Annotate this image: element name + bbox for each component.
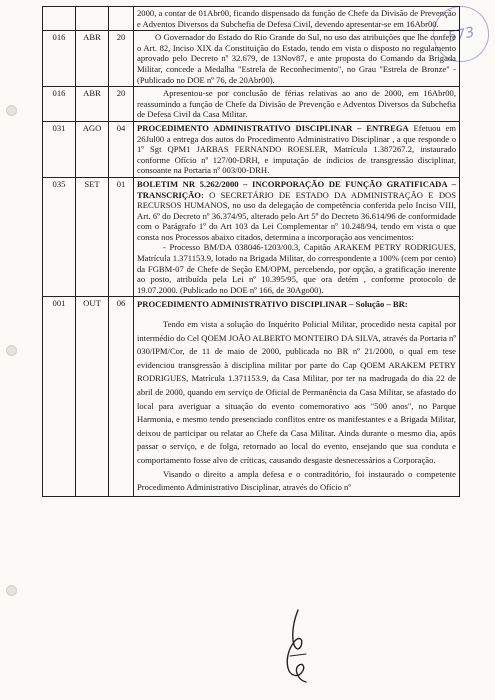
- handwritten-signature-icon: [276, 606, 316, 686]
- punch-hole-icon: [6, 345, 17, 356]
- record-table: [42, 6, 460, 497]
- record-text: [134, 177, 460, 297]
- day-cell: 016: [43, 31, 76, 87]
- day-cell: [43, 7, 76, 31]
- month-cell: SET: [76, 177, 109, 297]
- page-cell: 20: [109, 87, 134, 122]
- page-cell: [109, 7, 134, 31]
- record-text: [134, 31, 460, 87]
- punch-hole-icon: [6, 105, 17, 116]
- binder-holes: [6, 0, 18, 700]
- record-paragraph: - Processo BM/DA 038046-1203/00.3, Capitão ARAKEM PETRY RODRIGUES, Matrícula 1.371153.9, lotado na Brigada Militar, do correspondente a 100% (cem por cento) da FGBM-07 de Chefe de Seção EM/OPM, percebendo, por opção, a gratificação inerente ao posto, atribuída pela Lei nº 10.395/95, que ora detém , conforme protocolo de 19.07.2000. (Publicado no DOE nº 166, de 30Ago00).: [137, 242, 456, 295]
- record-text: [134, 7, 460, 31]
- day-cell: 031: [43, 121, 76, 177]
- record-row: [43, 87, 460, 122]
- record-paragraph: Efetuou em 26Jul00 a entrega dos autos do Procedimento Administrativo Disciplinar , a que responde o 1º Sgt QPM1 JARBAS FERNANDO ROESLER, Matrícula 1.387267.2, instaurado conforme Ofício nº 127/00-DRH, e imputação de indícios de transgressão disciplinar, consoante na Portaria nº 003/00-DRH.: [137, 122, 456, 176]
- punch-hole-icon: [6, 585, 17, 596]
- record-paragraph: Tendo em vista a solução do Inquérito Policial Militar, procedido nesta capital por intermédio do Cel QOEM JOÃO ALBERTO MONTEIRO DA SILVA, através da Portaria nº 030/IPM/Cor, de 11 de maio de 2000, publicada no BR nº 21/2000, o qual em tese evidenciou transgressão à disciplina militar por parte do Cap QOEM ARAKEM PETRY RODRIGUES, Matrícula 1.371153.9, da Casa Militar, por ter na madrugada do dia 22 de abril de 2000, quando em serviço de Oficial de Permanência da Casa Militar, se afastado do local para averiguar a situação do evento comemorativo aos "500 anos", no Parque Harmonia, e mesmo tendo presenciado conflitos entre os manifestantes e a Brigada Militar, deixou de participar ou relatar ao Chefe da Casa Militar. Ainda durante o mesmo dia, após passar o serviço, e de folga, retornado ao local do evento, ensejando que sua conduta e comportamento fosse alvo de críticas, causando desgaste desnecessários a Corporação.: [137, 319, 456, 465]
- page-cell: 04: [109, 121, 134, 177]
- record-text: [134, 87, 460, 122]
- record-text: [134, 121, 460, 177]
- record-heading: PROCEDIMENTO ADMINISTRATIVO DISCIPLINAR – ENTREGA: [137, 122, 409, 133]
- month-cell: AGO: [76, 121, 109, 177]
- stamp-number: 573: [446, 24, 476, 46]
- month-cell: OUT: [76, 297, 109, 496]
- record-text: [134, 297, 460, 496]
- record-paragraph: Visando o direito a ampla defesa e o contraditório, foi instaurado o competente Procedimento Administrativo Disciplinar, através do Ofício nº: [137, 468, 456, 493]
- record-paragraph: O Governador do Estado do Rio Grande do Sul, no uso das atribuições que lhe confere o Art. 82, Inciso XIX da Constituição do Estado, tendo em vista o disposto no regulamento aprovado pelo Decreto nº 32.679, de 13Nov87, e ante proposta do Comando da Brigada Militar, concede a Medalha "Estrela de Reconhecimento", no Grau "Estrela de Bronze" - (Publicado no DOE nº 76, de 20Abr00).: [137, 32, 456, 85]
- day-cell: 035: [43, 177, 76, 297]
- record-paragraph: O SECRETÁRIO DE ESTADO DA ADMINISTRAÇÃO E DOS RECURSOS HUMANOS, no uso da delegação de competência conferida pelo Inciso VIII, Art. 6º do Decreto nº 36.374/95, alterado pelo Art 5º do Decreto 36.614/96 de conformidade com o Parágrafo 1º do Art 103 da Lei Complementar nº 10.248/94, tendo em vista o que consta nos Processos abaixo citados, determina a incorporação aos vencimentos:: [137, 189, 457, 242]
- record-row: [43, 297, 460, 496]
- record-row: [43, 31, 460, 87]
- page-cell: 01: [109, 177, 134, 297]
- day-cell: 001: [43, 297, 76, 496]
- record-heading: PROCEDIMENTO ADMINISTRATIVO DISCIPLINAR – Solução – BR:: [137, 299, 408, 310]
- record-heading: BOLETIM NR 5.262/2000 – INCORPORAÇÃO DE FUNÇÃO GRATIFICADA – TRANSCRIÇÃO:: [137, 178, 456, 200]
- record-row: [43, 121, 460, 177]
- page-cell: 20: [109, 31, 134, 87]
- record-paragraph: Apresentou-se por conclusão de férias relativas ao ano de 2000, em 16Abr00, reassumindo a função de Chefe da Divisão de Prevenção e Adventos Diversos da Subchefia de Defesa Civil da Casa Militar.: [137, 88, 456, 120]
- month-cell: [76, 7, 109, 31]
- month-cell: ABR: [76, 87, 109, 122]
- page-cell: 06: [109, 297, 134, 496]
- month-cell: ABR: [76, 31, 109, 87]
- record-row: [43, 7, 460, 31]
- record-row: [43, 177, 460, 297]
- record-paragraph: 2000, a contar de 01Abr00, ficando dispensado da função de Chefe da Divisão de Prevenção e Adventos Diversos da Subchefia de Defesa Civil, devendo apresentar-se em 16Abr00.: [137, 8, 456, 29]
- day-cell: 016: [43, 87, 76, 122]
